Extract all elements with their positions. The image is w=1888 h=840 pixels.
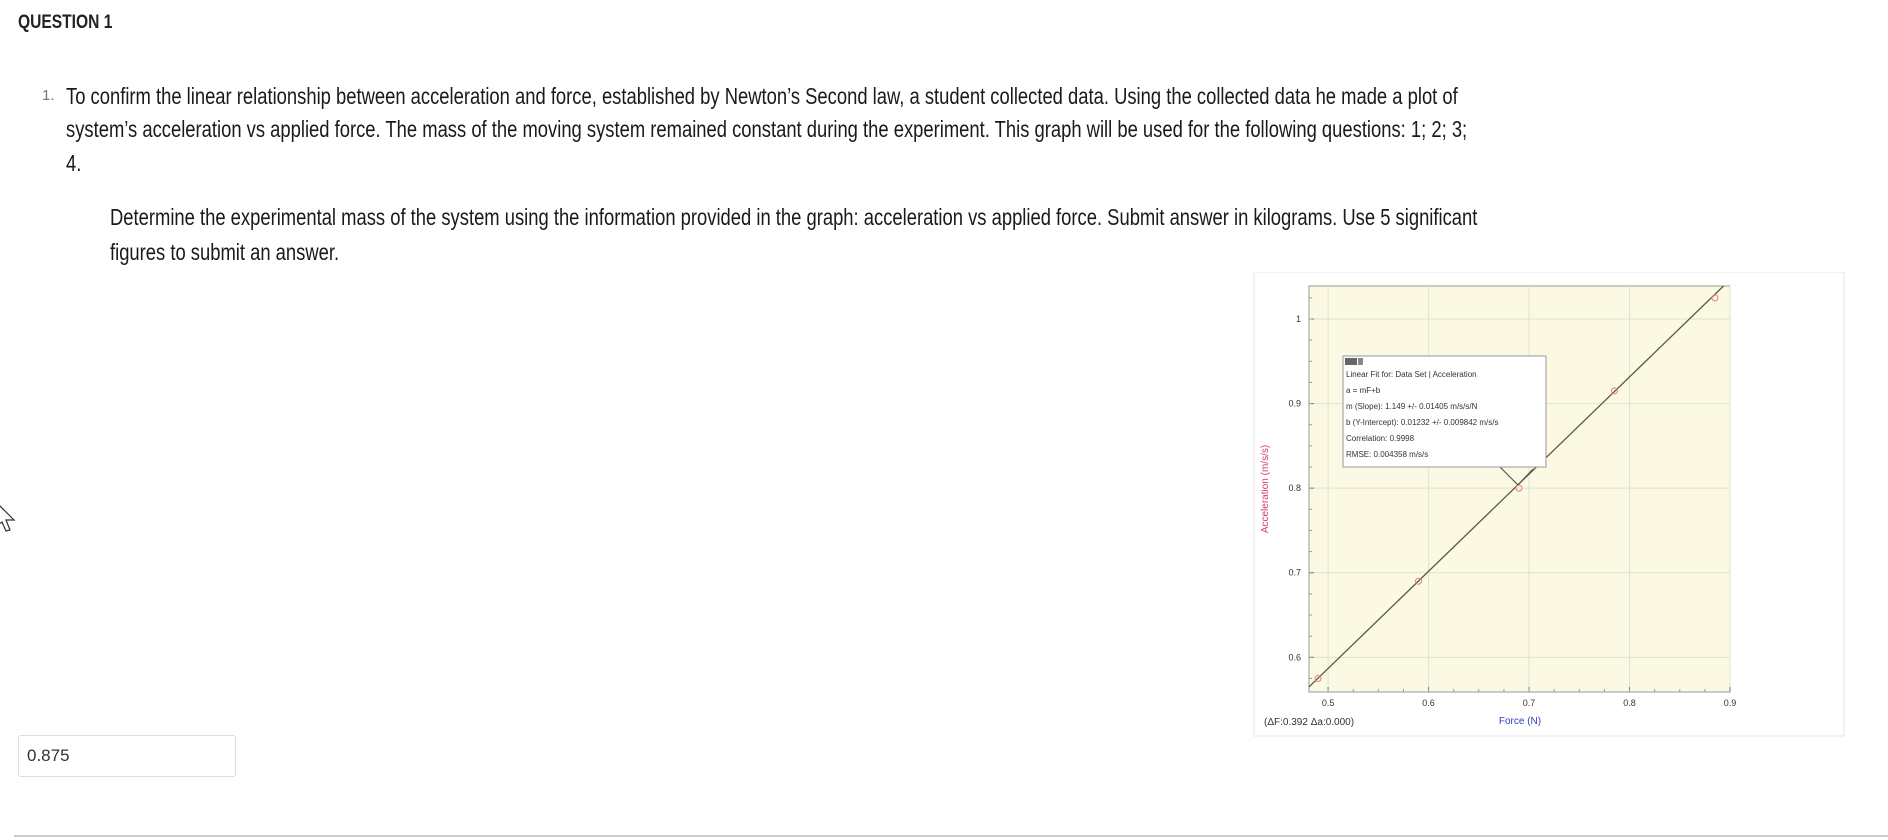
fit-box-line: Correlation: 0.9998 bbox=[1346, 434, 1415, 443]
y-tick-label: 0.7 bbox=[1288, 567, 1301, 578]
mouse-cursor-icon bbox=[0, 500, 20, 540]
fit-box-handle-icon[interactable] bbox=[1345, 358, 1357, 365]
y-tick-label: 1 bbox=[1295, 313, 1301, 324]
prompt-line-1: Determine the experimental mass of the system using the information provided in the graph: acceleration vs applied force. Submit answer in kilograms. Use 5 significant bbox=[110, 204, 1478, 230]
plot-area bbox=[1309, 286, 1730, 692]
fit-box-line: m (Slope): 1.149 +/- 0.01405 m/s/s/N bbox=[1346, 402, 1478, 411]
fit-box-line: Linear Fit for: Data Set | Acceleration bbox=[1346, 370, 1477, 379]
fit-box-line: b (Y-Intercept): 0.01232 +/- 0.009842 m/s/s bbox=[1346, 418, 1499, 427]
intro-line-3: 4. bbox=[66, 150, 82, 176]
intro-line-1: To confirm the linear relationship between acceleration and force, established by Newton’s Second law, a student collected data. Using the collected data he made a plot of bbox=[66, 83, 1458, 109]
delta-readout: (ΔF:0.392 Δa:0.000) bbox=[1264, 717, 1355, 728]
answer-input[interactable]: 0.875 bbox=[18, 735, 236, 777]
prompt-line-2: figures to submit an answer. bbox=[110, 239, 340, 265]
intro-line-2: system’s acceleration vs applied force. The mass of the moving system remained constant during the experiment. This graph will be used for the following questions: 1; 2; 3; bbox=[66, 116, 1468, 142]
x-tick-label: 0.8 bbox=[1623, 698, 1636, 708]
fit-box-line: a = mF+b bbox=[1346, 386, 1381, 395]
y-tick-label: 0.6 bbox=[1288, 652, 1301, 663]
divider bbox=[14, 835, 1888, 837]
y-tick-label: 0.8 bbox=[1288, 483, 1301, 494]
x-tick-label: 0.5 bbox=[1321, 698, 1335, 708]
fit-box-line: RMSE: 0.004358 m/s/s bbox=[1346, 450, 1429, 459]
y-axis-label: Acceleration (m/s/s) bbox=[1260, 444, 1271, 534]
y-tick-label: 0.9 bbox=[1288, 398, 1301, 409]
linear-fit-box[interactable] bbox=[1343, 356, 1546, 485]
x-tick-label: 0.7 bbox=[1522, 698, 1536, 708]
acceleration-vs-force-chart bbox=[1250, 272, 1850, 738]
question-title: QUESTION 1 bbox=[18, 12, 113, 33]
x-tick-label: 0.6 bbox=[1422, 698, 1435, 708]
question-number: 1. bbox=[42, 87, 55, 104]
x-tick-label: 0.9 bbox=[1723, 698, 1737, 708]
x-axis-label: Force (N) bbox=[1498, 716, 1542, 727]
